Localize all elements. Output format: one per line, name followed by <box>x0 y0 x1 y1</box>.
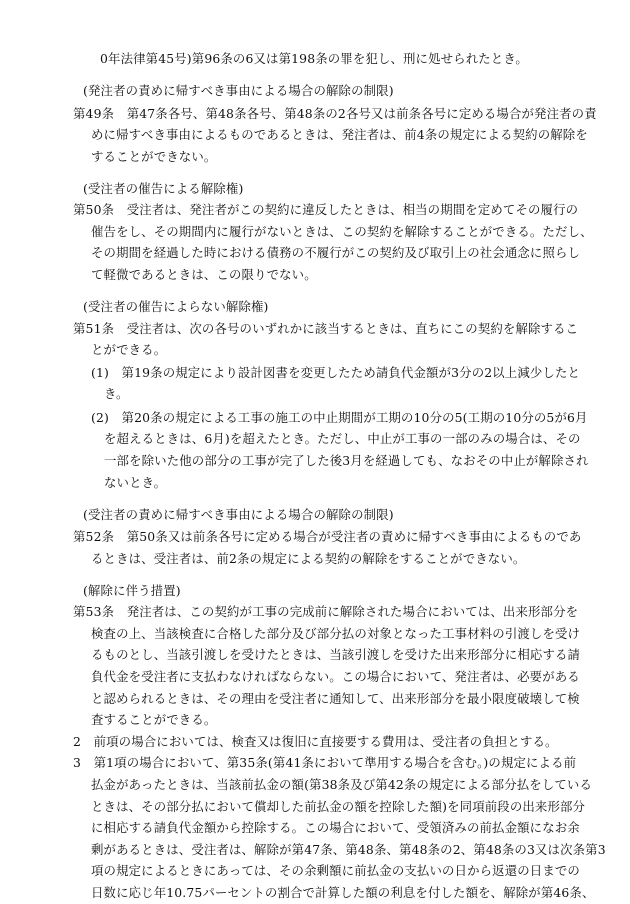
article-52-line: るときは、受注者は、前2条の規定による契約の解除をすることができない。 <box>91 550 526 566</box>
article-51-line: とができる。 <box>91 342 167 358</box>
article-53-line: 査することができる。 <box>91 712 217 728</box>
article-50-line: 第50条 受注者は、発注者がこの契約に違反したときは、相当の期間を定めてその履行の <box>73 202 579 218</box>
article-50-line: 催告をし、その期間内に履行がないときは、この契約を解除することができる。ただし、 <box>91 223 593 239</box>
article-53-paragraph-3-line: に相応する請負代金額から控除する。この場合において、受領済みの前払金額になお余 <box>91 820 580 836</box>
article-50-line: その期間を経過した時における債務の不履行がこの契約及び取引上の社会通念に照らし <box>91 245 581 261</box>
article-53-caption: (解除に伴う措置) <box>83 582 181 598</box>
article-51-item-1-line: (1) 第19条の規定により設計図書を変更したため請負代金額が3分の2以上減少したと <box>91 364 581 380</box>
article-49-line: めに帰すべき事由によるものであるときは、発注者は、前4条の規定による契約の解除を <box>91 127 588 143</box>
article-53-paragraph-2: 2 前項の場合においては、検査又は復旧に直接要する費用は、受注者の負担とする。 <box>73 733 558 749</box>
article-53-paragraph-3-line: 3 第1項の場合において、第35条(第41条において準用する場合を含む。)の規定による前 <box>73 755 577 771</box>
article-51-item-2-line: 一部を除いた他の部分の工事が完了した後3月を経過しても、なおその中止が解除され <box>104 453 589 468</box>
article-50-caption: (受注者の催告による解除権) <box>83 180 244 196</box>
article-52-line: 第52条 第50条又は前条各号に定める場合が受注者の責めに帰すべき事由によるものであ <box>73 529 582 544</box>
article-53-line: 第53条 発注者は、この契約が工事の完成前に解除された場合においては、出来形部分を <box>73 604 579 620</box>
article-53-paragraph-3-line: 日数に応じ年10.75パーセントの割合で計算した額の利息を付した額を、解除が第46条、 <box>91 885 595 900</box>
article-53-line: 検査の上、当該検査に合格した部分及び部分払の対象となった工事材料の引渡しを受け <box>91 625 581 641</box>
article-51-item-1-line: き。 <box>104 386 129 402</box>
article-53-paragraph-3-line: 剰があるときは、受注者は、解除が第47条、第48条、第48条の2、第48条の3又は次条第3 <box>91 841 606 857</box>
article-53-line: と認められるときは、その理由を受注者に通知して、出来形部分を最小限度破壊して検 <box>91 690 580 706</box>
article-50-line: て軽微であるときは、この限りでない。 <box>91 267 317 282</box>
article-52-caption: (受注者の責めに帰すべき事由による場合の解除の制限) <box>83 506 394 522</box>
article-51-caption: (受注者の催告によらない解除権) <box>83 298 269 314</box>
article-51-item-2-line: を超えるときは、6月)を超えたとき。ただし、中止が工事の一部のみの場合は、その <box>104 431 581 447</box>
article-49-caption: (発注者の責めに帰すべき事由による場合の解除の制限) <box>83 82 394 98</box>
intro-line: 0年法律第45号)第96条の6又は第198条の罪を犯し、刑に処せられたとき。 <box>100 51 528 66</box>
article-51-line: 第51条 受注者は、次の各号のいずれかに該当するときは、直ちにこの契約を解除するこ <box>73 320 579 336</box>
article-53-paragraph-3-line: ときは、その部分払において償却した前払金の額を控除した額)を同項前段の出来形部分 <box>91 798 586 814</box>
article-49-line: 第49条 第47条各号、第48条各号、第48条の2各号又は前条各号に定める場合が発注者の責 <box>73 105 597 121</box>
article-53-paragraph-3-line: 払金があったときは、当該前払金の額(第38条及び第42条の規定による部分払をしている <box>91 777 592 792</box>
article-53-line: 負代金を受注者に支払わなければならない。この場合において、発注者は、必要がある <box>91 669 580 684</box>
article-53-paragraph-3-line: 項の規定によるときにあっては、その余剰額に前払金の支払いの日から返還の日までの <box>91 863 580 879</box>
article-53-line: るものとし、当該引渡しを受けたときは、当該引渡しを受けた出来形部分に相応する請 <box>91 647 581 663</box>
article-51-item-2-line: (2) 第20条の規定による工事の施工の中止期間が工期の10分の5(工期の10分の5が6月 <box>91 409 588 425</box>
article-49-line: することができない。 <box>91 148 217 164</box>
article-51-item-2-line: ないとき。 <box>104 474 167 490</box>
